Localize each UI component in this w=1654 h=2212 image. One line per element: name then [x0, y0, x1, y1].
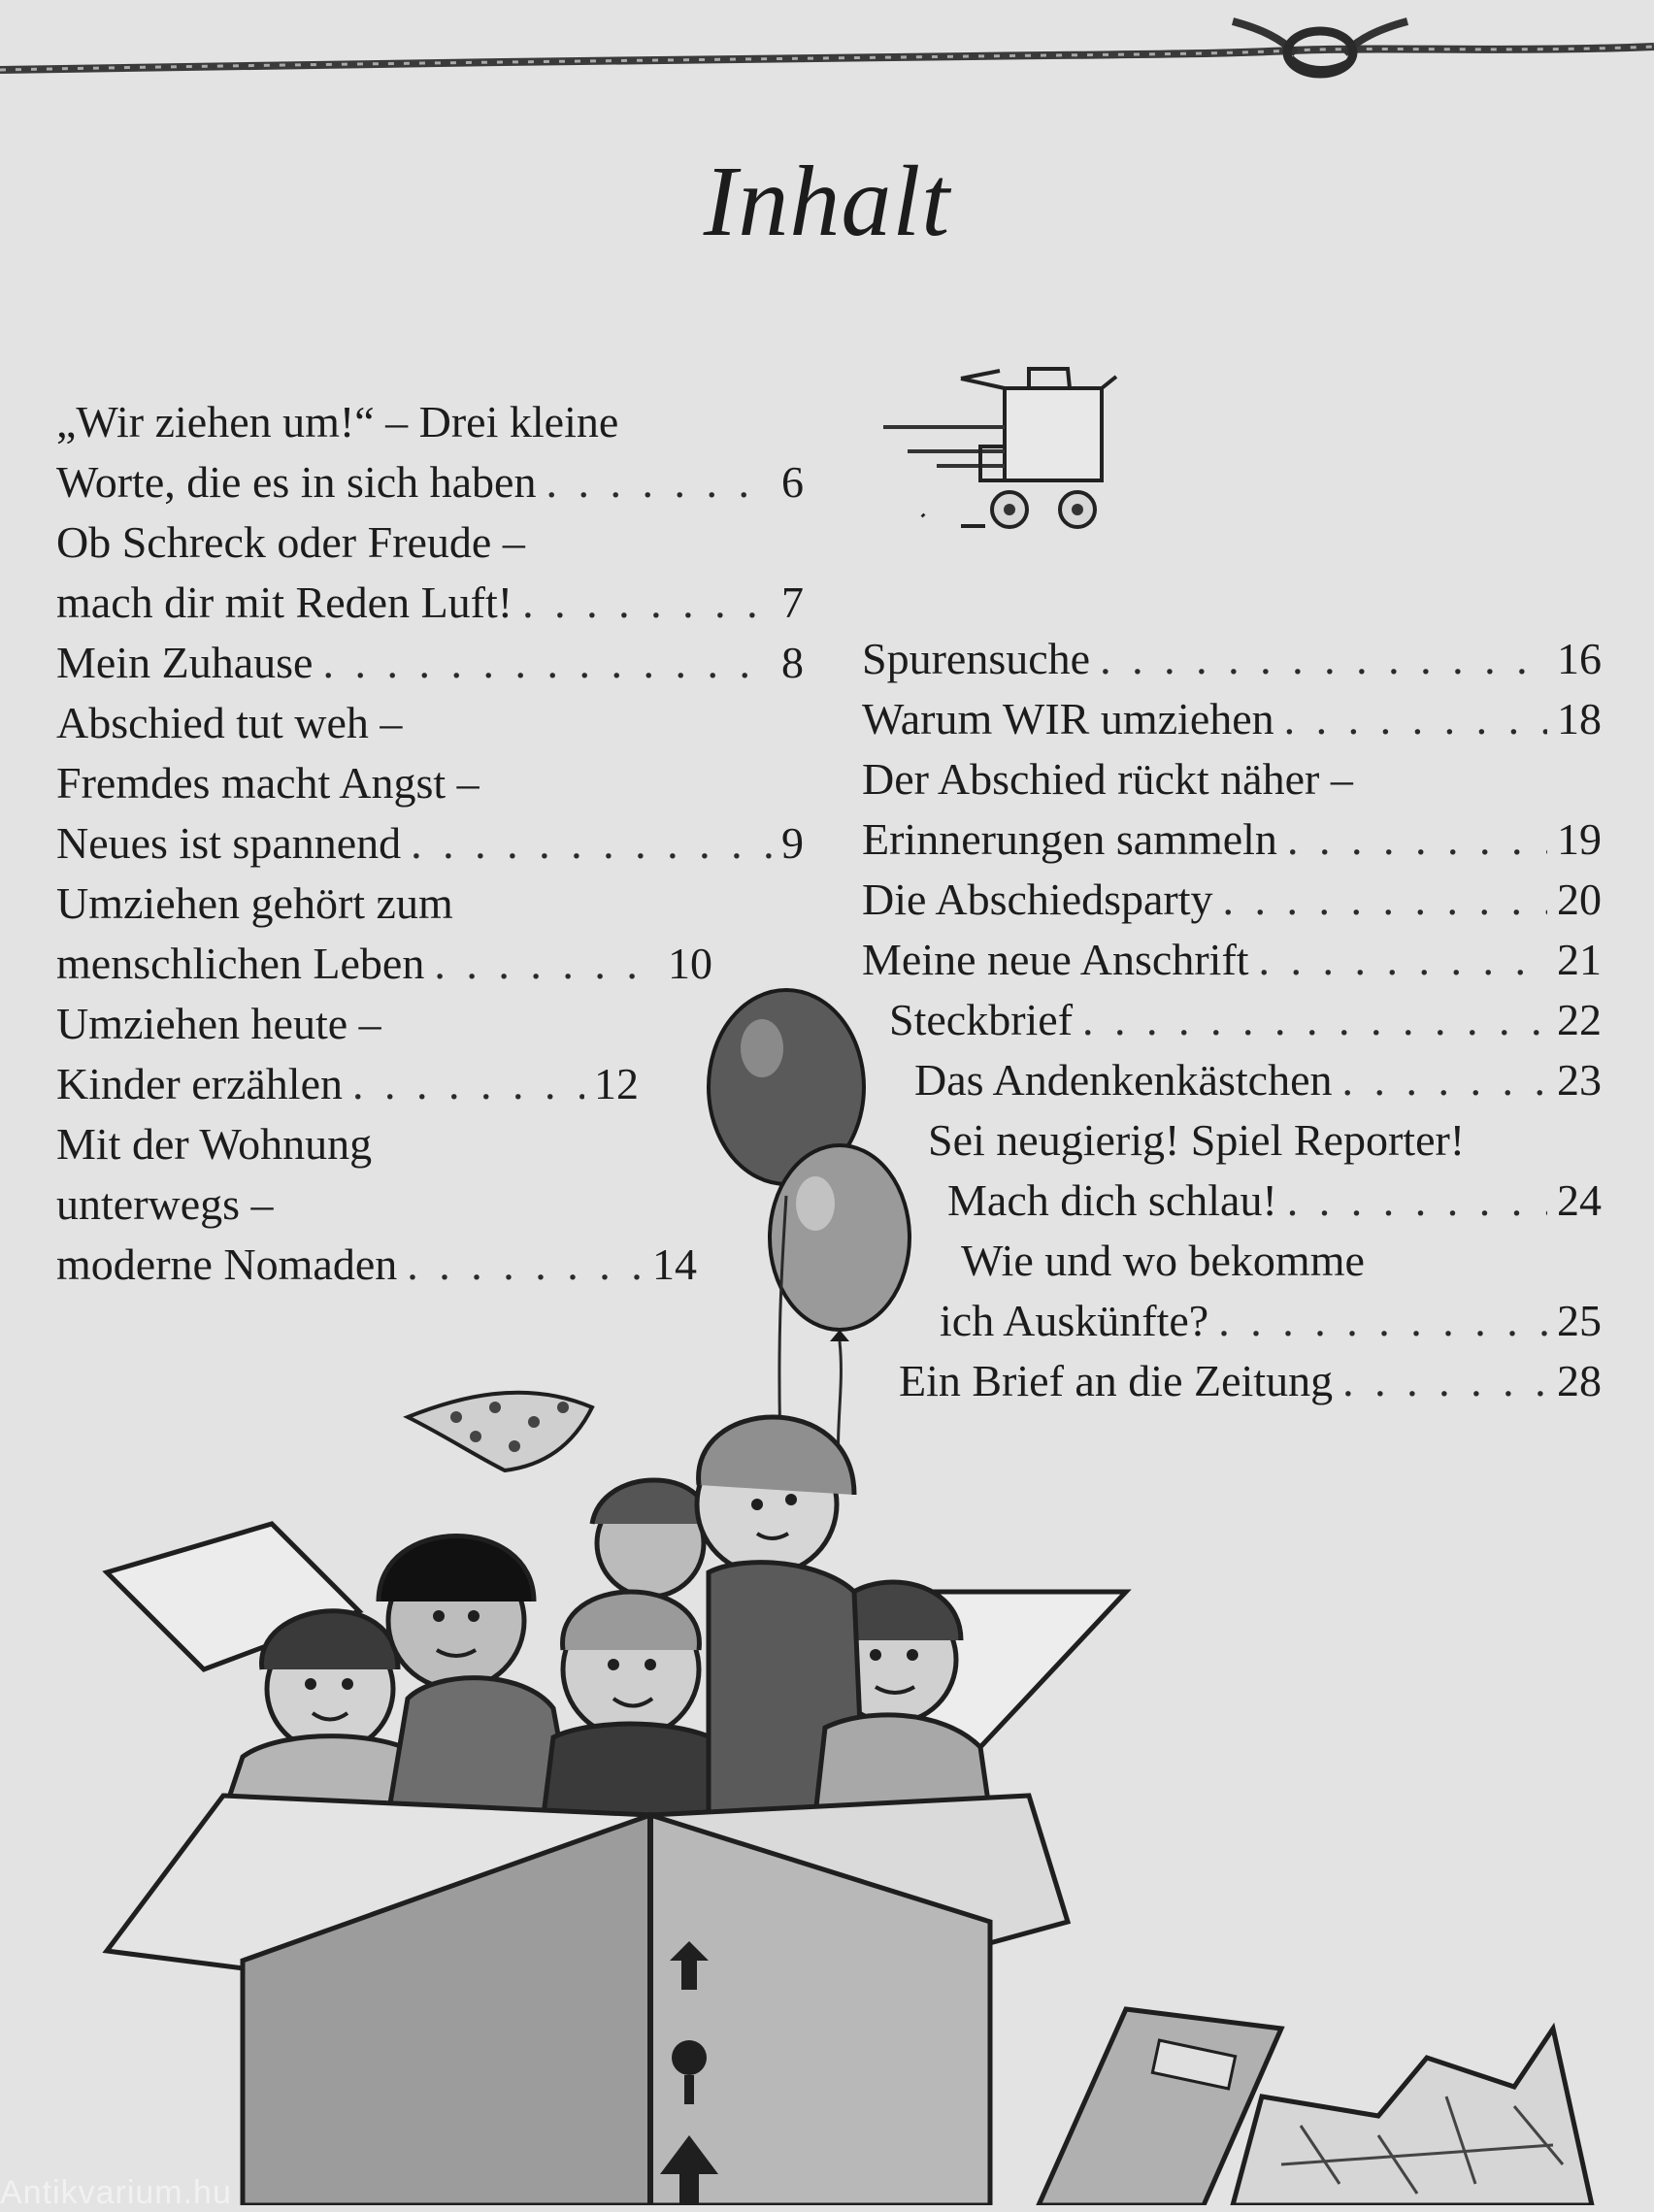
toc-entry-5[interactable]: [56, 938, 712, 989]
toc-entry-15-line-1: Sei neugierig! Spiel Reporter!: [928, 1115, 1466, 1165]
leader-dots: [1082, 994, 1547, 1045]
toc-page-number: 16: [1557, 634, 1602, 683]
toc-entry-6[interactable]: [56, 1058, 639, 1109]
toc-page-number: 10: [668, 939, 712, 988]
toc-entry-label: Spurensuche: [862, 634, 1091, 683]
toc-entry-10-line-1: Der Abschied rückt näher –: [862, 754, 1353, 804]
toc-page-number: 8: [781, 638, 804, 687]
toc-entry-7-line-2: unterwegs –: [56, 1179, 274, 1229]
leader-dots: [1223, 874, 1547, 925]
toc-page-number: 28: [1557, 1356, 1602, 1405]
leader-dots: [522, 577, 772, 628]
toc-entry-16[interactable]: [940, 1295, 1602, 1346]
toc-page-number: 12: [594, 1059, 639, 1108]
moving-cart-illustration: [854, 349, 1126, 544]
toc-entry-label: Warum WIR umziehen: [862, 694, 1274, 743]
toc-entry-label: moderne Nomaden: [56, 1239, 398, 1289]
toc-entry-label: menschlichen Leben: [56, 939, 425, 988]
toc-page-number: 24: [1557, 1175, 1602, 1225]
toc-page-number: 14: [652, 1239, 697, 1289]
toc-entry-label: Erinnerungen sammeln: [862, 814, 1277, 864]
leader-dots: [407, 1238, 643, 1290]
toc-entry-7[interactable]: [56, 1238, 697, 1290]
leader-dots: [352, 1058, 584, 1109]
watermark-text: Antikvarium.hu: [0, 2174, 232, 2211]
toc-entry-17[interactable]: [899, 1355, 1602, 1406]
toc-entry-6-line-1: Umziehen heute –: [56, 999, 381, 1048]
leader-dots: [546, 456, 772, 508]
toc-entry-13[interactable]: [889, 994, 1602, 1045]
toc-entry-label: Steckbrief: [889, 995, 1074, 1044]
toc-page-number: 20: [1557, 875, 1602, 924]
toc-entry-label: ich Auskünfte?: [940, 1296, 1209, 1345]
toc-entry-label: Ein Brief an die Zeitung: [899, 1356, 1334, 1405]
leader-dots: [411, 817, 772, 869]
toc-entry-7-line-1: Mit der Wohnung: [56, 1119, 373, 1169]
toc-entry-5-line-1: Umziehen gehört zum: [56, 878, 453, 928]
leader-dots: [1259, 934, 1547, 985]
toc-page-number: 21: [1557, 935, 1602, 984]
page-title: Inhalt: [703, 146, 951, 257]
toc-entry-2[interactable]: [56, 577, 804, 628]
toc-entry-2-line-1: Ob Schreck oder Freude –: [56, 517, 525, 567]
toc-page-number: 18: [1557, 694, 1602, 743]
leader-dots: [1342, 1355, 1547, 1406]
leader-dots: [1287, 1174, 1547, 1226]
toc-entry-label: Mach dich schlau!: [947, 1175, 1277, 1225]
leader-dots: [1284, 693, 1547, 744]
toc-page-number: 25: [1557, 1296, 1602, 1345]
toc-page-number: 22: [1557, 995, 1602, 1044]
toc-entry-10[interactable]: [862, 813, 1602, 865]
toc-entry-1-line-1: „Wir ziehen um!“ – Drei kleine: [56, 397, 619, 446]
toc-page-number: 6: [781, 457, 804, 507]
leader-dots: [1218, 1295, 1547, 1346]
children-in-box-illustration: [87, 1378, 1155, 2205]
toc-page-number: 19: [1557, 814, 1602, 864]
toc-entry-8[interactable]: [862, 633, 1602, 684]
toc-entry-label: mach dir mit Reden Luft!: [56, 578, 513, 627]
toc-entry-4-line-1: Abschied tut weh –: [56, 698, 403, 747]
book-and-map-illustration: [1009, 1990, 1611, 2205]
toc-page-number: 9: [781, 818, 804, 868]
leader-dots: [1100, 633, 1547, 684]
toc-entry-12[interactable]: [862, 934, 1602, 985]
leader-dots: [434, 938, 658, 989]
toc-page-number: 23: [1557, 1055, 1602, 1105]
toc-entry-14[interactable]: [914, 1054, 1602, 1106]
toc-entry-label: Meine neue Anschrift: [862, 935, 1249, 984]
toc-entry-9[interactable]: [862, 693, 1602, 744]
toc-entry-label: Mein Zuhause: [56, 638, 314, 687]
toc-entry-11[interactable]: [862, 874, 1602, 925]
toc-entry-label: Neues ist spannend: [56, 818, 402, 868]
toc-page-number: 7: [781, 578, 804, 627]
toc-entry-label: Worte, die es in sich haben: [56, 457, 537, 507]
leader-dots: [1342, 1054, 1548, 1106]
rope-knot-icon: [0, 0, 1654, 116]
toc-entry-3[interactable]: [56, 637, 804, 688]
toc-entry-label: Die Abschiedsparty: [862, 875, 1213, 924]
toc-entry-16-line-1: Wie und wo bekomme: [961, 1236, 1365, 1285]
toc-entry-1[interactable]: [56, 456, 804, 508]
leader-dots: [1287, 813, 1547, 865]
toc-entry-label: Kinder erzählen: [56, 1059, 344, 1108]
leader-dots: [322, 637, 772, 688]
toc-entry-15[interactable]: [947, 1174, 1602, 1226]
toc-entry-4[interactable]: [56, 817, 804, 869]
toc-entry-label: Das Andenkenkästchen: [914, 1055, 1333, 1105]
toc-entry-4-line-2: Fremdes macht Angst –: [56, 758, 480, 808]
